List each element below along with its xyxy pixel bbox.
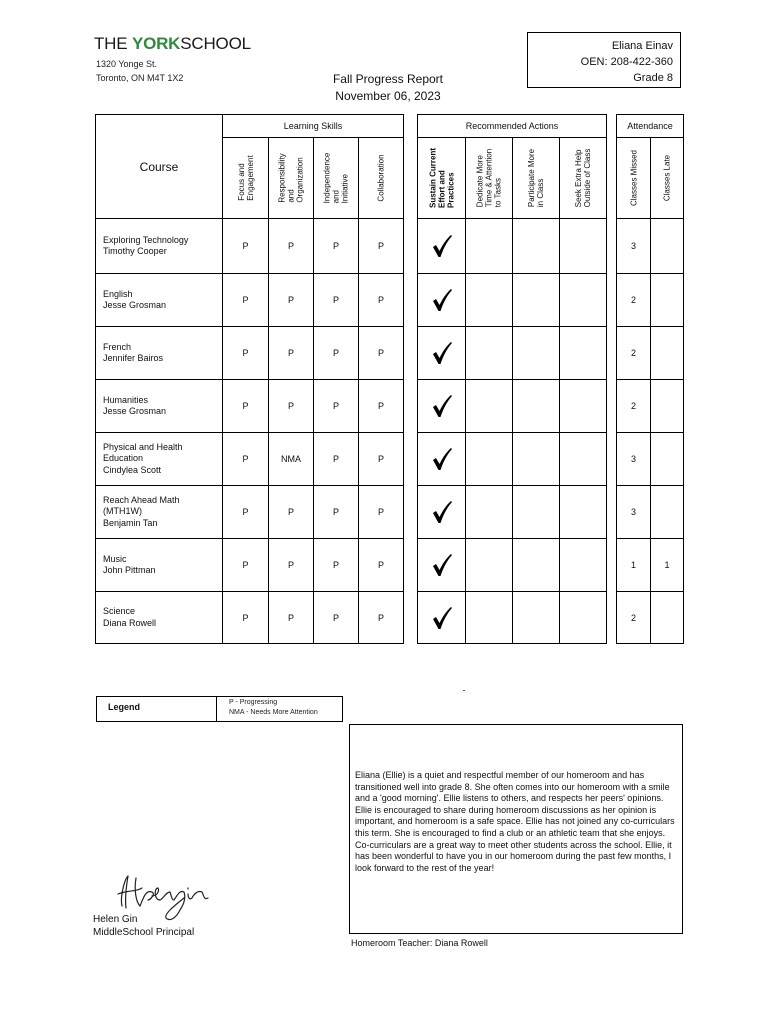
action-row — [418, 327, 607, 380]
skill-rating: P — [359, 274, 404, 327]
skill-rating: P — [223, 433, 269, 486]
classes-missed: 2 — [617, 592, 651, 644]
column-header-collaboration — [359, 138, 404, 219]
action-row — [418, 592, 607, 644]
recommended-actions-table — [417, 114, 607, 644]
action-cell — [418, 380, 466, 433]
action-cell — [466, 219, 513, 274]
action-cell — [560, 274, 607, 327]
action-cell — [466, 274, 513, 327]
logo-bold: YORK — [131, 34, 181, 53]
classes-late — [651, 219, 684, 274]
course-column-header: Course — [96, 115, 223, 219]
school-logo — [94, 34, 251, 54]
column-header-label: Classes Late — [662, 154, 672, 202]
action-cell — [466, 433, 513, 486]
checkmark-icon — [431, 341, 453, 365]
action-cell — [513, 486, 560, 539]
course-name: Humanities Jesse Grosman — [96, 380, 223, 433]
classes-late — [651, 486, 684, 539]
action-cell — [560, 380, 607, 433]
classes-missed: 2 — [617, 274, 651, 327]
skill-rating: P — [359, 380, 404, 433]
checkmark-icon — [431, 500, 453, 524]
classes-late — [651, 327, 684, 380]
action-row — [418, 486, 607, 539]
classes-missed: 2 — [617, 380, 651, 433]
course-row — [96, 274, 404, 327]
action-cell — [466, 539, 513, 592]
skill-rating: P — [314, 486, 359, 539]
skill-rating: P — [359, 592, 404, 644]
student-info-box — [527, 32, 681, 88]
skill-rating: P — [314, 274, 359, 327]
skill-rating: P — [223, 274, 269, 327]
action-cell — [418, 539, 466, 592]
column-header-classes-late — [651, 138, 684, 219]
action-cell — [560, 433, 607, 486]
report-heading — [300, 71, 476, 105]
course-row — [96, 380, 404, 433]
attendance-header: Attendance — [617, 115, 684, 138]
homeroom-teacher: Homeroom Teacher: Diana Rowell — [351, 938, 488, 948]
column-header-sustain-current-effort-and-practices — [418, 138, 466, 219]
classes-late: 1 — [651, 539, 684, 592]
column-header-label: Focus and Engagement — [236, 155, 255, 201]
skill-rating: P — [314, 380, 359, 433]
skill-rating: P — [314, 433, 359, 486]
column-header-participate-more-in-class — [513, 138, 560, 219]
checkmark-icon — [431, 447, 453, 471]
attendance-row — [617, 274, 684, 327]
column-header-responsibility-and-organization — [269, 138, 314, 219]
action-cell — [466, 486, 513, 539]
action-cell — [560, 219, 607, 274]
principal-block — [93, 913, 194, 939]
action-cell — [418, 219, 466, 274]
skill-rating: P — [314, 327, 359, 380]
report-date: November 06, 2023 — [335, 89, 441, 103]
course-name: English Jesse Grosman — [96, 274, 223, 327]
action-cell — [418, 433, 466, 486]
action-cell — [513, 433, 560, 486]
attendance-table — [616, 114, 684, 644]
skill-rating: P — [359, 433, 404, 486]
column-header-label: Sustain Current Effort and Practices — [428, 147, 455, 209]
column-header-dedicate-more-time-attention-to-tasks — [466, 138, 513, 219]
action-row — [418, 539, 607, 592]
attendance-row — [617, 433, 684, 486]
course-name: Physical and Health Education Cindylea Scott — [96, 433, 223, 486]
legend-title: Legend — [108, 702, 141, 712]
skill-rating: P — [223, 539, 269, 592]
homeroom-comment-box — [349, 724, 683, 934]
action-cell — [513, 327, 560, 380]
skill-rating: P — [269, 380, 314, 433]
checkmark-icon — [431, 606, 453, 630]
legend-item-progressing: P - Progressing — [229, 699, 278, 706]
action-cell — [513, 592, 560, 644]
student-oen: OEN: 208-422-360 — [580, 56, 673, 68]
logo-prefix: THE — [94, 34, 128, 53]
learning-skills-header: Learning Skills — [223, 115, 404, 138]
skill-rating: P — [314, 592, 359, 644]
column-header-label: Classes Missed — [629, 149, 638, 207]
address-line2: Toronto, ON M4T 1X2 — [96, 73, 184, 83]
course-name: Exploring Technology Timothy Cooper — [96, 219, 223, 274]
course-row — [96, 327, 404, 380]
checkmark-icon — [431, 288, 453, 312]
attendance-row — [617, 486, 684, 539]
classes-late — [651, 274, 684, 327]
classes-late — [651, 592, 684, 644]
action-cell — [560, 592, 607, 644]
column-header-independence-and-initiative — [314, 138, 359, 219]
action-row — [418, 380, 607, 433]
column-header-label: Seek Extra Help Outside of Class — [574, 148, 592, 208]
skill-rating: P — [269, 486, 314, 539]
skill-rating: P — [269, 539, 314, 592]
course-row — [96, 539, 404, 592]
attendance-row — [617, 380, 684, 433]
legend-item-nma: NMA - Needs More Attention — [229, 709, 318, 716]
address-line1: 1320 Yonge St. — [96, 59, 158, 69]
course-name: Science Diana Rowell — [96, 592, 223, 644]
course-name: French Jennifer Bairos — [96, 327, 223, 380]
principal-name: Helen Gin — [93, 914, 138, 925]
checkmark-icon — [431, 394, 453, 418]
skill-rating: P — [359, 539, 404, 592]
school-address — [96, 57, 183, 85]
skill-rating: P — [269, 327, 314, 380]
course-row — [96, 219, 404, 274]
course-name: Reach Ahead Math (MTH1W) Benjamin Tan — [96, 486, 223, 539]
action-cell — [560, 327, 607, 380]
column-header-label: Participate More in Class — [527, 148, 545, 208]
student-grade: Grade 8 — [633, 72, 673, 84]
course-row — [96, 433, 404, 486]
skill-rating: P — [269, 274, 314, 327]
action-cell — [560, 539, 607, 592]
skill-rating: P — [269, 592, 314, 644]
action-cell — [466, 380, 513, 433]
action-row — [418, 219, 607, 274]
classes-missed: 3 — [617, 433, 651, 486]
skill-rating: P — [359, 219, 404, 274]
report-title: Fall Progress Report — [332, 72, 444, 86]
action-cell — [513, 219, 560, 274]
skill-rating: P — [223, 327, 269, 380]
course-row — [96, 486, 404, 539]
homeroom-comment-text: Eliana (Ellie) is a quiet and respectful member of our homeroom and has transitioned well into grade 8. She often comes into our homeroom with a smile and a 'good morning'. Ellie listens to others, and respects her peers' opinions. Ellie is encouraged to share during homeroom discussions as her opinion is important, and homeroom is a safe space. Ellie has not joined any co-curriculars this term. She is encouraged to find a club or an athletic team that she enjoys. Co-curriculars are a great way to meet other students across the school. Ellie, it has been wonderful to have you in our homeroom during the past few months, I look forward to the rest of the year! — [355, 770, 675, 873]
skill-rating: P — [359, 486, 404, 539]
skill-rating: P — [269, 219, 314, 274]
action-cell — [418, 592, 466, 644]
action-cell — [418, 327, 466, 380]
skill-rating: P — [223, 486, 269, 539]
skill-rating: P — [359, 327, 404, 380]
legend-divider — [216, 697, 217, 721]
attendance-row — [617, 539, 684, 592]
course-name: Music John Pittman — [96, 539, 223, 592]
column-header-label: Responsibility and Organization — [277, 153, 305, 203]
classes-missed: 2 — [617, 327, 651, 380]
classes-missed: 1 — [617, 539, 651, 592]
checkmark-icon — [431, 234, 453, 258]
course-row — [96, 592, 404, 644]
column-header-label: Dedicate More Time & Attention to Tasks — [475, 148, 503, 208]
action-cell — [466, 592, 513, 644]
learning-skills-table — [95, 114, 404, 644]
attendance-row — [617, 219, 684, 274]
column-header-label: Independence and Initiative — [322, 152, 350, 204]
action-cell — [513, 274, 560, 327]
skill-rating: P — [223, 592, 269, 644]
action-cell — [466, 327, 513, 380]
classes-missed: 3 — [617, 219, 651, 274]
classes-missed: 3 — [617, 486, 651, 539]
action-cell — [513, 380, 560, 433]
action-cell — [560, 486, 607, 539]
attendance-row — [617, 592, 684, 644]
column-header-seek-extra-help-outside-of-class — [560, 138, 607, 219]
column-header-classes-missed — [617, 138, 651, 219]
checkmark-icon — [431, 553, 453, 577]
skill-rating: P — [223, 380, 269, 433]
student-name: Eliana Einav — [611, 40, 673, 52]
skill-rating: NMA — [269, 433, 314, 486]
action-row — [418, 274, 607, 327]
principal-title: MiddleSchool Principal — [93, 927, 195, 938]
attendance-row — [617, 327, 684, 380]
recommended-actions-header: Recommended Actions — [418, 115, 607, 138]
legend-box — [96, 696, 343, 722]
skill-rating: P — [223, 219, 269, 274]
column-header-focus-and-engagement — [223, 138, 269, 219]
action-cell — [418, 274, 466, 327]
action-cell — [418, 486, 466, 539]
action-cell — [513, 539, 560, 592]
action-row — [418, 433, 607, 486]
skill-rating: P — [314, 219, 359, 274]
column-header-label: Collaboration — [376, 154, 386, 202]
stray-dot — [463, 690, 465, 691]
classes-late — [651, 433, 684, 486]
logo-suffix: SCHOOL — [180, 34, 251, 53]
skill-rating: P — [314, 539, 359, 592]
classes-late — [651, 380, 684, 433]
